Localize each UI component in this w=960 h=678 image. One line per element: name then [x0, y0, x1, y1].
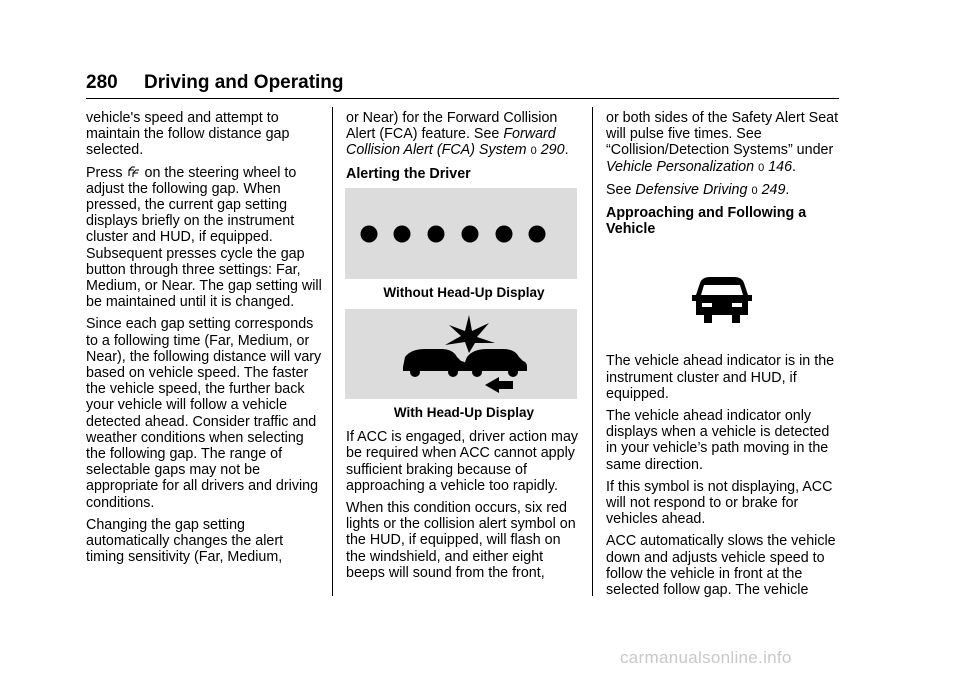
follow-gap-icon	[128, 166, 140, 178]
figure-caption: With Head-Up Display	[393, 405, 535, 421]
paragraph	[86, 165, 322, 311]
page-ref-arrow-icon: 0	[751, 184, 758, 197]
page-ref-arrow-icon: 0	[530, 145, 537, 158]
figure-caption: Without Head-Up Display	[383, 284, 545, 300]
paragraph: If this symbol is not displaying, ACC will not respond to or brake for vehicles ahead.	[606, 478, 833, 528]
paragraph: Changing the gap setting automatically changes the alert timing sensitivity (Far, Medium,	[86, 516, 284, 566]
cross-reference-link[interactable]: Forward Collision Alert (FCA) System	[346, 126, 556, 159]
vehicle-ahead-icon	[690, 275, 754, 327]
text-run: or Near) for the Forward Collision Alert (FCA) feature. See	[346, 110, 558, 143]
subheading: Alerting the Driver	[346, 165, 471, 182]
six-red-lights-icon	[345, 188, 577, 279]
page-ref-arrow-icon: 0	[758, 161, 765, 174]
column-divider	[592, 107, 593, 596]
paragraph: vehicle's speed and attempt to maintain the follow distance gap selected.	[86, 110, 290, 159]
vehicle-ahead-figure	[606, 243, 842, 353]
text-run: .	[792, 158, 797, 175]
page-ref-number[interactable]: 290	[540, 142, 565, 159]
subheading: Approaching and Following a Vehicle	[606, 205, 807, 238]
text-run: or both sides of the Safety Alert Seat will pulse five times. See “Collision/Detection Systems” under	[606, 110, 839, 159]
page-header	[86, 72, 839, 98]
paragraph: When this condition occurs, six red lights or the collision alert symbol on the HUD, if equipped, will flash on the windshield, and either eight beeps will sound from the front,	[346, 500, 576, 581]
paragraph: If ACC is engaged, driver action may be required when ACC cannot apply sufficient braking because of approaching a vehicle too rapidly.	[346, 429, 579, 494]
text-run: Press	[86, 164, 123, 181]
paragraph: ACC automatically slows the vehicle down and adjusts vehicle speed to follow the vehicle in front at the selected follow gap. The vehicle	[606, 533, 836, 599]
watermark: carmanualsonline.info	[620, 648, 792, 667]
paragraph: The vehicle ahead indicator only displays when a vehicle is detected in your vehicle’s path moving in the same direction.	[606, 408, 830, 473]
column-3	[606, 110, 842, 604]
collision-alert-figure	[345, 309, 577, 399]
text-run: on the steering wheel to adjust the following gap. When pressed, the current gap setting displays briefly on the instrument cluster and HUD, if equipped. Subsequent presses cycle the gap button through three settings: Far, Medium, or Near. The gap setting will be maintained until it is changed.	[86, 164, 322, 311]
paragraph: Since each gap setting corresponds to a following time (Far, Medium, or Near), the following distance will vary based on vehicle speed. The faster the vehicle speed, the further back your vehicle will follow a vehicle detected ahead. Consider traffic and weather conditions when selecting the following gap. The range of selectable gaps may not be appropriate for all drivers and driving conditions.	[86, 316, 322, 511]
text-run: See	[606, 181, 636, 198]
page-ref-number[interactable]: 249	[761, 181, 786, 198]
text-run: .	[785, 181, 790, 198]
text-run: .	[564, 142, 569, 159]
section-title: Driving and Operating	[144, 72, 344, 93]
collision-alert-symbol-icon	[345, 309, 577, 399]
paragraph	[606, 110, 842, 176]
cross-reference-link[interactable]: Vehicle Personalization	[606, 158, 755, 175]
cross-reference-link[interactable]: Defensive Driving	[635, 181, 748, 198]
header-rule	[86, 98, 839, 99]
paragraph	[346, 110, 582, 160]
page-ref-number[interactable]: 146	[768, 158, 793, 175]
paragraph: The vehicle ahead indicator is in the instrument cluster and HUD, if equipped.	[606, 353, 835, 402]
column-2	[346, 110, 582, 587]
page-number: 280	[86, 72, 118, 93]
paragraph	[606, 182, 842, 199]
column-divider	[332, 107, 333, 596]
column-1	[86, 110, 322, 571]
six-lights-figure	[345, 188, 577, 279]
